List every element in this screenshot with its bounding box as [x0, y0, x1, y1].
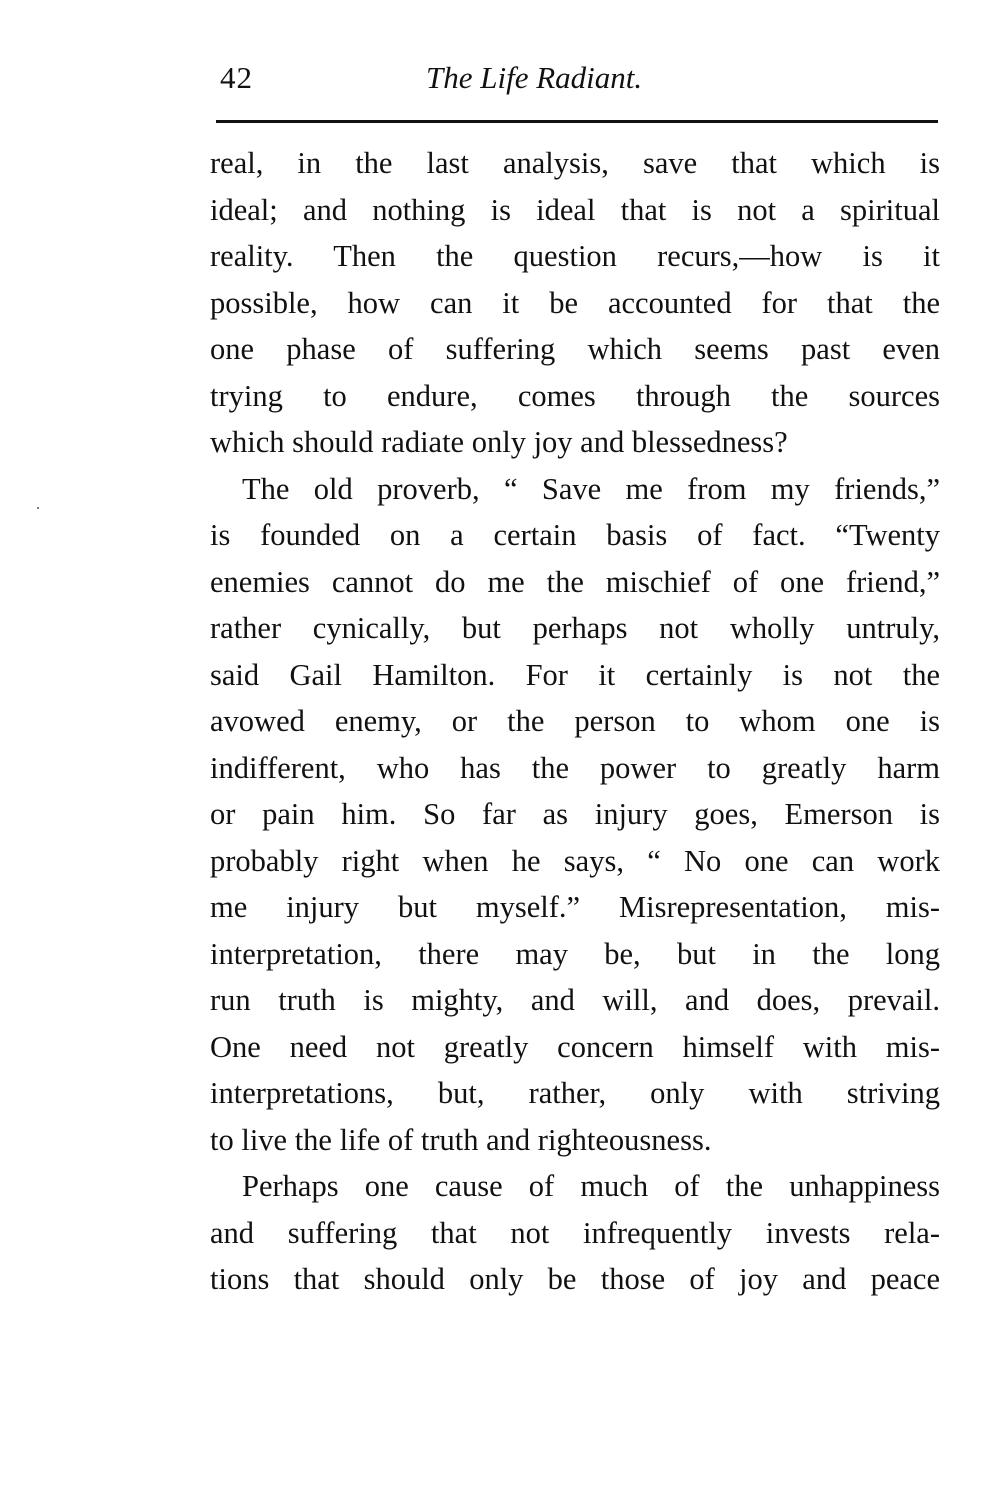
text-line: or pain him. So far as injury goes, Emerson is	[210, 797, 940, 831]
text-line: Perhaps one cause of much of the unhappiness	[242, 1169, 940, 1203]
text-line: me injury but myself.” Misrepresentation, mis-	[210, 890, 940, 924]
text-line: which should radiate only joy and blessedness?	[210, 425, 788, 459]
text-line: ideal; and nothing is ideal that is not a spiritual	[210, 192, 940, 227]
text-line: enemies cannot do me the mischief of one friend,”	[210, 564, 940, 599]
text-line: avowed enemy, or the person to whom one is	[210, 704, 940, 738]
page-number: 42	[220, 60, 253, 95]
text-line: to live the life of truth and righteousness.	[210, 1122, 712, 1157]
text-line: run truth is mighty, and will, and does, prevail.	[210, 983, 940, 1017]
text-line: reality. Then the question recurs,—how is it	[210, 239, 940, 273]
text-line: interpretation, there may be, but in the long	[210, 936, 940, 971]
paragraph-1	[210, 140, 940, 466]
running-title: The Life Radiant.	[426, 60, 643, 95]
text-line: rather cynically, but perhaps not wholly untruly,	[210, 611, 940, 645]
text-line: probably right when he says, “ No one can work	[210, 843, 940, 878]
running-head	[216, 58, 938, 102]
header-rule	[216, 120, 938, 123]
text-line: real, in the last analysis, save that which is	[210, 146, 940, 180]
text-line: tions that should only be those of joy and peace	[210, 1262, 940, 1296]
text-line: indifferent, who has the power to greatly harm	[210, 750, 940, 785]
text-line: and suffering that not infrequently invests rela-	[210, 1215, 940, 1250]
paper-speck	[37, 507, 39, 509]
paragraph-3	[210, 1163, 940, 1303]
body-text	[210, 140, 940, 1303]
text-line: One need not greatly concern himself with mis-	[210, 1029, 940, 1064]
text-line: interpretations, but, rather, only with striving	[210, 1076, 940, 1110]
text-line: possible, how can it be accounted for that the	[210, 285, 940, 320]
text-line: one phase of suffering which seems past even	[210, 332, 940, 366]
paragraph-2	[210, 466, 940, 1164]
text-line: said Gail Hamilton. For it certainly is not the	[210, 657, 940, 692]
text-line: trying to endure, comes through the sources	[210, 378, 940, 413]
text-line: is founded on a certain basis of fact. “Twenty	[210, 518, 940, 552]
text-line: The old proverb, “ Save me from my friends,”	[242, 471, 940, 506]
